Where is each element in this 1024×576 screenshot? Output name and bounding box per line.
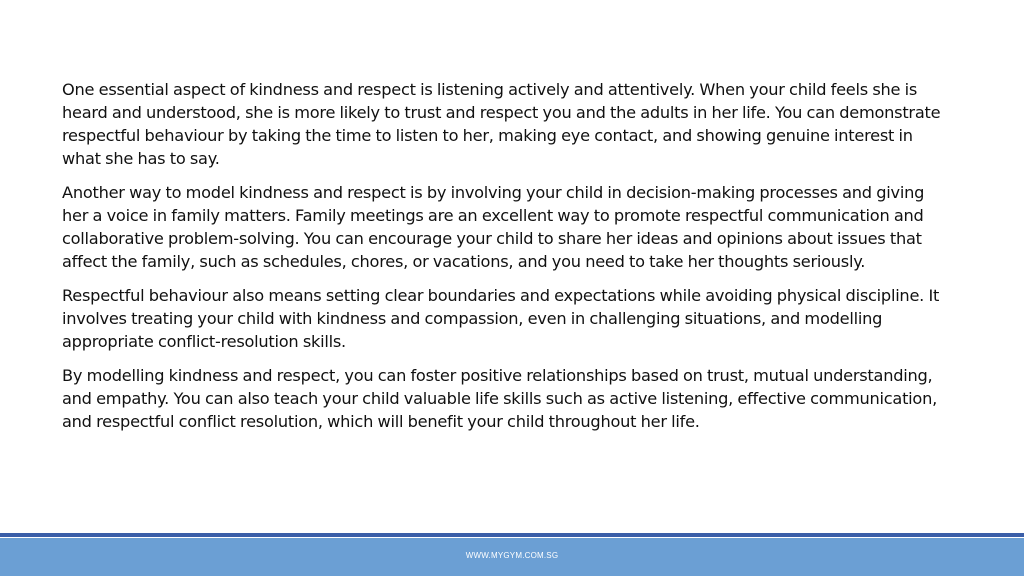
footer-website: WWW.MYGYM.COM.SG <box>465 551 559 560</box>
footer-bar <box>0 538 1024 576</box>
paragraph-modelling: By modelling kindness and respect, you can foster positive relationships based on trust, mutual understanding, and empathy. You can also teach your child valuable life skills such as active listening, effective communication, and respectful conflict resolution, which will benefit your child throughout her life. <box>62 366 937 431</box>
body-text <box>62 78 952 444</box>
paragraph-decision-making: Another way to model kindness and respect is by involving your child in decision-making processes and giving her a voice in family matters. Family meetings are an excellent way to promote respectful communication and collaborative problem-solving. You can encourage your child to share her ideas and opinions about issues that affect the family, such as schedules, chores, or vacations, and you need to take her thoughts seriously. <box>62 183 925 271</box>
paragraph-listening: One essential aspect of kindness and respect is listening actively and attentively. When your child feels she is heard and understood, she is more likely to trust and respect you and the adults in her life. You can demonstrate respectful behaviour by taking the time to listen to her, making eye contact, and showing genuine interest in what she has to say. <box>62 80 941 168</box>
footer-divider <box>0 533 1024 537</box>
paragraph-boundaries: Respectful behaviour also means setting clear boundaries and expectations while avoiding physical discipline. It involves treating your child with kindness and compassion, even in challenging situations, and modelling appropriate conflict-resolution skills. <box>62 286 940 351</box>
